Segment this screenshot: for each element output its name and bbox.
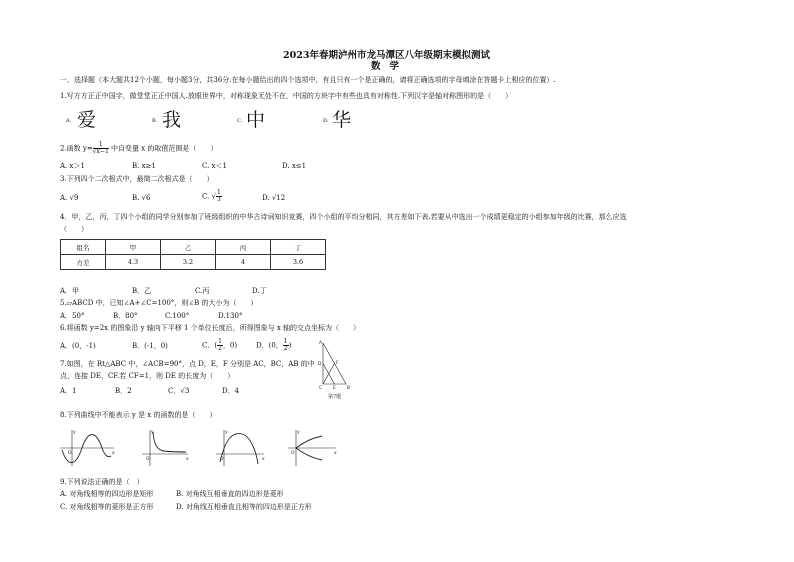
q1-option-d-label: D. bbox=[323, 118, 329, 124]
q2-option-a: A. x＞1 bbox=[60, 162, 85, 170]
q9-option-c: C. 对角线相等的菱形是正方形 bbox=[60, 503, 154, 511]
origin-label: O bbox=[146, 457, 150, 462]
q5-option-c: C.100° bbox=[165, 312, 190, 320]
q4-option-a: A．甲 bbox=[60, 287, 80, 295]
table-header-cell: 丁 bbox=[271, 240, 326, 255]
q3-option-d: D. √12 bbox=[262, 194, 286, 202]
q7-stem-line1: 7.如图，在 Rt△ABC 中，∠ACB=90°，点 D，E，F 分别是 AC，BC，AB 的中 bbox=[60, 360, 315, 368]
q9-option-b: B. 对角线互相垂直的四边形是菱形 bbox=[176, 490, 284, 498]
q3-option-c-num: 1 bbox=[217, 189, 221, 196]
q8-graph-b bbox=[140, 428, 190, 468]
q1-stem: 1.写方方正正中国字，做堂堂正正中国人.放眼世界中，对称现象无处不在，中国的方块字中有些也具有对称性.下列汉字是轴对称图形的是（ ） bbox=[60, 92, 513, 100]
table-cell: 4 bbox=[216, 255, 271, 270]
page-title: 2023年春期泸州市龙马潭区八年级期末模拟测试 bbox=[283, 50, 490, 61]
q8-stem: 8.下列曲线中不能表示 y 是 x 的函数的是（ ） bbox=[60, 411, 217, 419]
q6-option-c-num: 1 bbox=[218, 338, 222, 345]
q6-option-c bbox=[202, 339, 237, 352]
table-header-cell: 丙 bbox=[216, 240, 271, 255]
section-heading: 一、选择题（本大题共12个小题，每小题3分，共36分.在每小题给出的四个选项中，有且只有一个是正确的，请将正确选项的字母填涂在答题卡上相应的位置）. bbox=[60, 76, 556, 84]
q1-option-a-char: 爱 bbox=[77, 109, 97, 131]
q7-figure-caption: 第7题 bbox=[328, 394, 342, 400]
q4-option-d: D.丁 bbox=[252, 287, 267, 295]
q1-option-c-label: C. bbox=[237, 118, 243, 124]
q7-option-a: A．1 bbox=[60, 387, 77, 395]
q1-option-d-char: 华 bbox=[332, 109, 352, 131]
x-label: x bbox=[112, 451, 115, 456]
label-c: C bbox=[319, 386, 323, 391]
q6-option-d-den: 2 bbox=[283, 345, 288, 352]
label-d: D bbox=[318, 362, 322, 367]
q6-option-b: B．(-1，0) bbox=[132, 342, 168, 350]
y-label: y bbox=[297, 430, 300, 435]
table-header-cell: 乙 bbox=[161, 240, 216, 255]
sine-curve bbox=[62, 435, 111, 463]
q2-fraction-den: √x−1 bbox=[92, 148, 109, 155]
q2-stem-post: 中自变量 x 的取值范围是（ ） bbox=[108, 144, 218, 153]
q5-option-a: A．50° bbox=[60, 312, 85, 320]
x-label: x bbox=[334, 451, 337, 456]
y-label: y bbox=[73, 430, 76, 435]
q3-option-a: A. √9 bbox=[60, 194, 79, 202]
y-label: y bbox=[151, 430, 154, 435]
table-cell: 4.3 bbox=[106, 255, 161, 270]
table-header-cell: 甲 bbox=[106, 240, 161, 255]
origin-label: O bbox=[68, 451, 72, 456]
x-label: x bbox=[262, 457, 265, 462]
q1-option-b-char: 我 bbox=[162, 109, 182, 131]
q3-option-b: B. √6 bbox=[132, 194, 151, 202]
table-cell: 3.6 bbox=[271, 255, 326, 270]
q1-option-a-label: A. bbox=[66, 118, 72, 124]
q6-option-d bbox=[256, 339, 291, 352]
q7-option-b: B．2 bbox=[115, 387, 132, 395]
q1-option-c-char: 中 bbox=[246, 109, 266, 131]
q8-graph-a bbox=[58, 428, 116, 468]
q6-option-d-num: 1 bbox=[283, 338, 288, 345]
decreasing-curve bbox=[153, 432, 186, 452]
x-label: x bbox=[186, 457, 189, 462]
table-row bbox=[61, 255, 326, 270]
q6-stem: 6.将函数 y=2x 的图象沿 y 轴向下平移 1 个单位长度后，所得图象与 x 轴的交点坐标为（ ） bbox=[60, 324, 361, 332]
q4-stem-line1: 4．甲，乙，丙，丁四个小组的同学分别参加了班级组织的中华古诗词知识竞赛，四个小组的平均分相同，其方差如下表.若要从中选出一个成绩更稳定的小组参加年级的比赛，那么应选 bbox=[60, 213, 627, 221]
q9-option-a: A. 对角线相等的四边形是矩形 bbox=[60, 490, 154, 498]
q6-option-c-tail: ，0) bbox=[222, 341, 238, 350]
q8-graph-c bbox=[214, 428, 266, 468]
q2-option-b: B. x≥1 bbox=[132, 162, 156, 170]
q2-option-d: D. x≤1 bbox=[282, 162, 307, 170]
upper-branch bbox=[296, 436, 322, 448]
q3-option-c: C. √ $\frac{1}{3}$ bbox=[202, 189, 221, 203]
subject-title: 数学 bbox=[371, 61, 409, 72]
q2-fraction-num: 1 bbox=[93, 142, 109, 149]
origin-label: O bbox=[291, 451, 295, 456]
origin-label: O bbox=[220, 457, 224, 462]
q3-option-c-label: C. bbox=[202, 192, 210, 201]
variance-table bbox=[60, 239, 326, 270]
lower-branch bbox=[296, 448, 322, 460]
label-f: F bbox=[336, 361, 339, 366]
q1-option-b-label: B. bbox=[152, 118, 158, 124]
label-e: E bbox=[333, 386, 336, 391]
q3-option-c-den: 3 bbox=[217, 196, 221, 203]
label-b: B bbox=[347, 386, 351, 391]
q2-option-c: C. x＜1 bbox=[202, 162, 227, 170]
q3-stem: 3.下列四个二次根式中，最简二次根式是（ ） bbox=[60, 175, 214, 183]
q2-fraction bbox=[93, 142, 109, 155]
table-cell: 3.2 bbox=[161, 255, 216, 270]
q3-option-c-fraction bbox=[216, 190, 222, 203]
q7-option-c: C．√3 bbox=[168, 387, 190, 395]
q4-option-c: C.丙 bbox=[195, 287, 210, 295]
q7-option-d: D．4 bbox=[222, 387, 240, 395]
q2-stem-pre: 2.函数 y= bbox=[60, 144, 93, 153]
q6-option-d-label: D．(0， bbox=[256, 341, 283, 350]
q5-option-d: D.130° bbox=[218, 312, 243, 320]
q9-stem: 9.下列说法正确的是（ ） bbox=[60, 478, 144, 486]
q6-option-a: A．(0，-1) bbox=[60, 342, 96, 350]
q5-option-b: B．80° bbox=[113, 312, 138, 320]
q6-option-c-label: C．( bbox=[202, 341, 218, 350]
table-cell: 方差 bbox=[61, 255, 106, 270]
table-header-row bbox=[61, 240, 326, 255]
q2-stem bbox=[60, 142, 217, 155]
q6-option-d-tail: ) bbox=[288, 341, 292, 350]
arch-curve bbox=[220, 434, 258, 464]
q7-stem-line2: 点，连接 DE，CF.若 CF=1，则 DE 的长度为（ ） bbox=[60, 372, 235, 380]
q8-graph-d bbox=[286, 428, 338, 468]
label-a: A bbox=[319, 341, 323, 346]
y-label: y bbox=[225, 430, 228, 435]
table-header-cell: 组名 bbox=[61, 240, 106, 255]
q4-option-b: B．乙 bbox=[132, 287, 152, 295]
q7-triangle-figure bbox=[318, 340, 358, 390]
q6-option-c-den: 2 bbox=[218, 345, 222, 352]
q5-stem: 5.▱ABCD 中，已知∠A+∠C=100°，则∠B 的大小为（ ） bbox=[60, 299, 258, 307]
q4-stem-line2: （ ） bbox=[60, 225, 88, 233]
q9-option-d: D. 对角线互相垂直且相等的四边形是正方形 bbox=[176, 503, 312, 511]
